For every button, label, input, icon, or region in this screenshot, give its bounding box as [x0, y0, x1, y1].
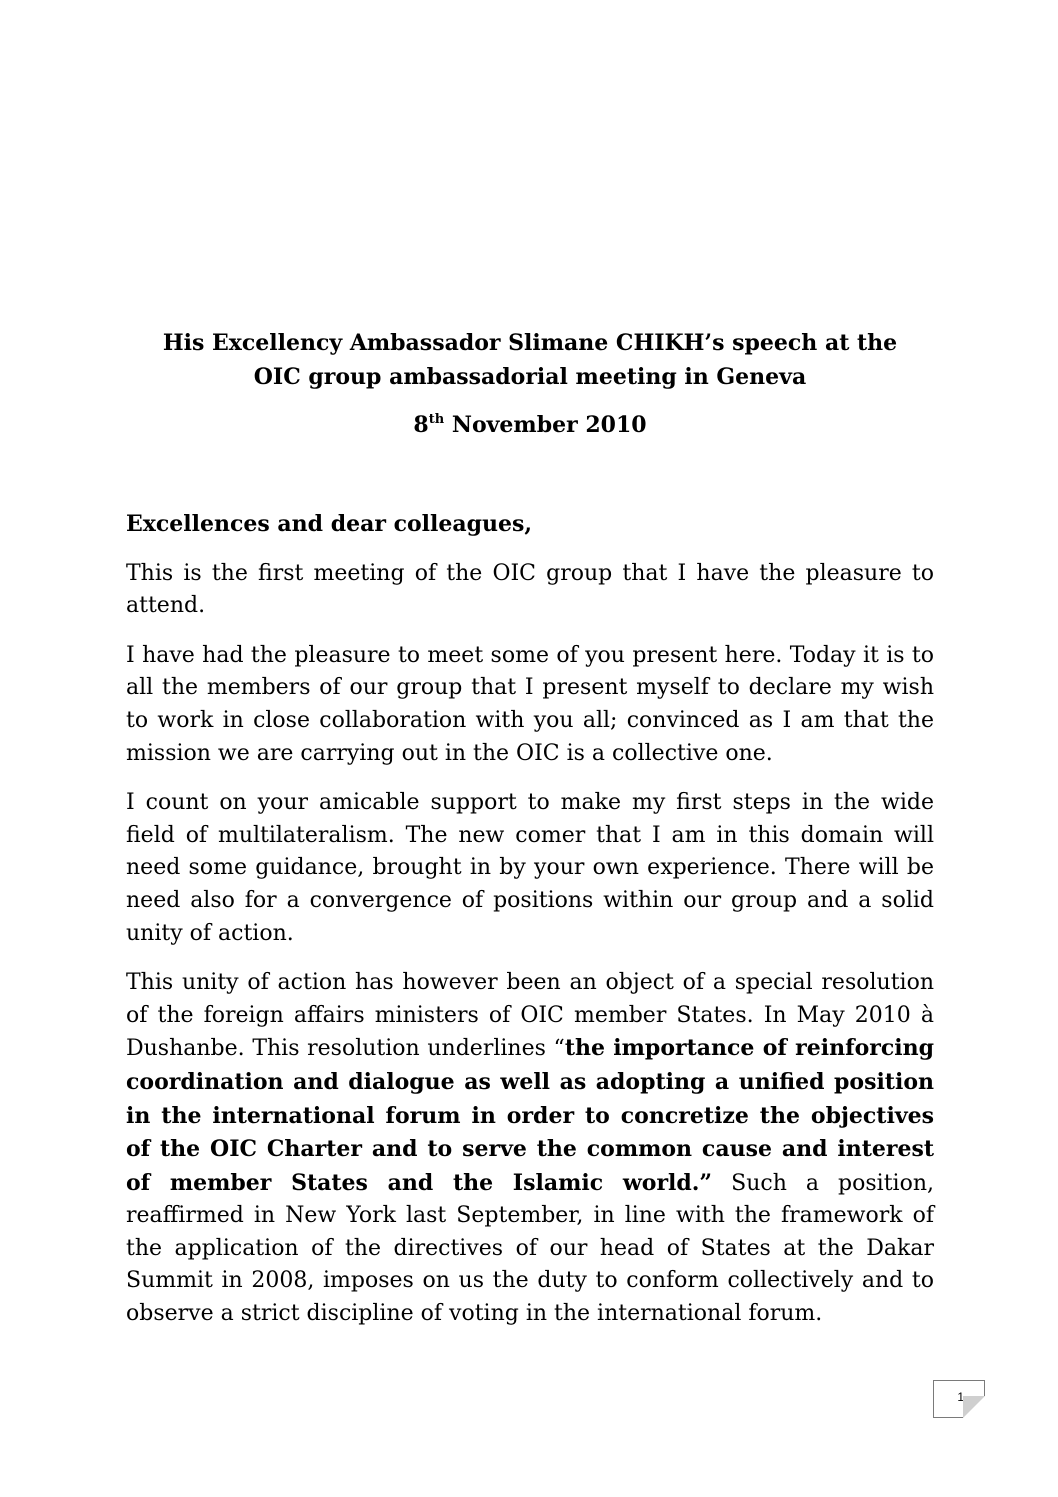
date-suffix: th — [428, 412, 445, 427]
paragraph-3: I count on your amicable support to make my first steps in the wide field of multilateralism. The new comer that I am in this domain will need some guidance, brought in by your own experience. There will be need also for a convergence of positions within our group and a solid unity of action. — [126, 790, 934, 946]
page-curl-icon — [963, 1396, 985, 1418]
paragraph-1: This is the first meeting of the OIC group that I have the pleasure to attend. — [126, 560, 934, 619]
date-rest: November 2010 — [444, 412, 647, 438]
paragraph-4-end: Such a position, reaffirmed in New York last September, in line with the framework of the application of the directives of our head of States at the Dakar Summit in 2008, imposes on us the duty to conform collectively and to observe a strict discipline of voting in the international forum. — [126, 1170, 934, 1327]
speech-title — [126, 326, 934, 394]
title-line-2: OIC group ambassadorial meeting in Geneva — [253, 364, 807, 390]
paragraph-4-quote: the importance of reinforcing coordination and dialogue as well as adopting a unified position in the international forum in order to concretize the objectives of the OIC Charter and to serve the common cause and interest of member States and the Islamic world.” — [126, 1035, 934, 1196]
paragraph-4 — [126, 967, 934, 1331]
paragraph-4-start: This unity of action has however been an object of a special resolution of the foreign affairs ministers of OIC member States. In May 2010 à Dushanbe. This resolution underlines “ — [126, 970, 934, 1062]
salutation: Excellences and dear colleagues, — [126, 511, 533, 537]
speech-date — [126, 408, 934, 442]
paragraph-2: I have had the pleasure to meet some of you present here. Today it is to all the members of our group that I present myself to declare my wish to work in close collaboration with you all; convinced as I am that the mission we are carrying out in the OIC is a collective one. — [126, 642, 934, 766]
page-number-box — [933, 1380, 985, 1418]
date-day: 8 — [413, 412, 429, 438]
speech-body — [126, 508, 934, 1348]
page-number: 1 — [957, 1390, 964, 1404]
title-line-1: His Excellency Ambassador Slimane CHIKH’s speech at the — [162, 330, 898, 356]
